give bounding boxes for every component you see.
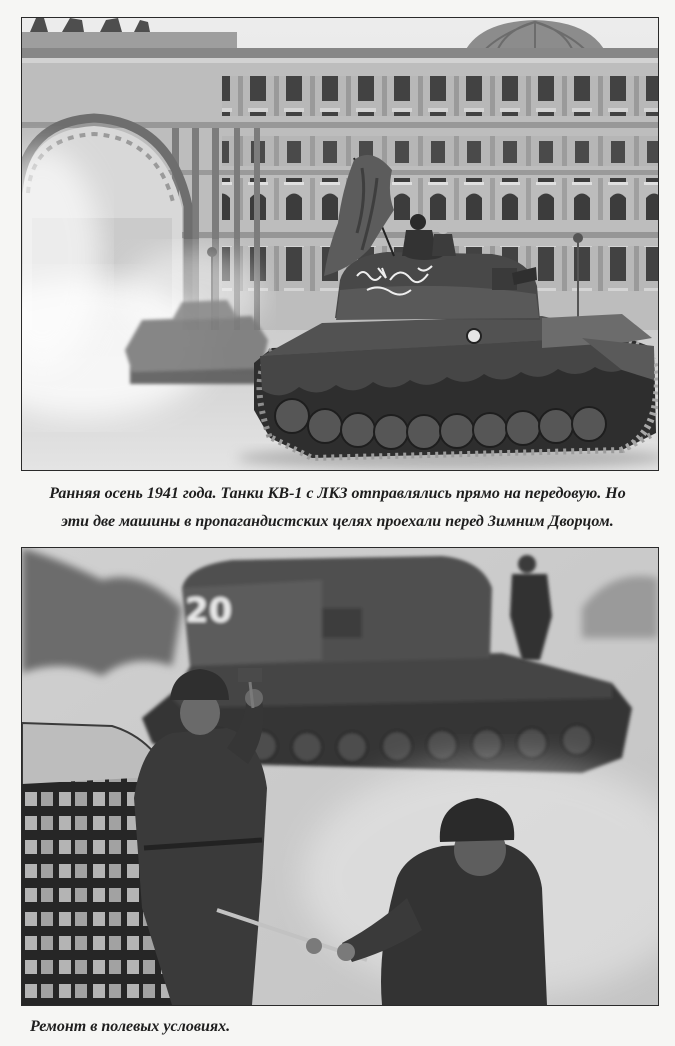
- soldier-head: [518, 555, 536, 573]
- road-wheel: [382, 731, 412, 761]
- road-wheel: [539, 409, 573, 443]
- hand: [337, 943, 355, 961]
- attic: [22, 32, 237, 50]
- photo-2-caption: Ремонт в полевых условиях.: [30, 1018, 231, 1035]
- road-wheel: [440, 414, 474, 448]
- caption-line-1: Ранняя осень 1941 года. Танки КВ-1 с ЛКЗ отправлялись прямо на передовую. Но: [49, 485, 626, 502]
- road-wheel: [472, 729, 502, 759]
- photo-2-image: [22, 548, 658, 1005]
- road-wheel: [506, 411, 540, 445]
- window-row-middle: [222, 178, 658, 220]
- hand: [306, 938, 322, 954]
- road-wheel: [562, 725, 592, 755]
- road-wheel: [292, 732, 322, 762]
- road-wheel: [341, 413, 375, 447]
- bg-gun-mantlet: [322, 608, 362, 638]
- second-tank-hull: [125, 316, 268, 372]
- caption-line-2: эти две машины в пропагандистских целях проехали перед Зимним Дворцом.: [61, 513, 614, 530]
- road-wheel: [337, 732, 367, 762]
- turret-number: 20: [185, 591, 233, 631]
- road-wheel: [473, 413, 507, 447]
- crewman-face: [437, 222, 449, 234]
- photo-1-image: [22, 18, 658, 470]
- road-wheel: [407, 415, 441, 449]
- crewman-body: [432, 234, 456, 256]
- cornice-top: [22, 48, 658, 58]
- photo-field-repair: [22, 548, 658, 1005]
- window-row-upper: [222, 76, 658, 116]
- road-wheel: [275, 399, 309, 433]
- crewman-head: [410, 214, 426, 230]
- cornice-trim: [22, 58, 658, 63]
- turret-side-face: [336, 286, 539, 320]
- hammer-head: [238, 668, 262, 682]
- photo-1-caption: [0, 480, 675, 536]
- photo-tanks-at-winter-palace: [22, 18, 658, 470]
- road-wheel: [517, 728, 547, 758]
- second-tank-turret: [172, 300, 238, 320]
- road-wheel: [308, 409, 342, 443]
- road-wheel: [572, 407, 606, 441]
- headlight: [467, 329, 481, 343]
- road-wheel: [427, 730, 457, 760]
- road-wheel: [374, 415, 408, 449]
- window-row-top: [222, 136, 658, 166]
- lamp-right: [574, 234, 582, 242]
